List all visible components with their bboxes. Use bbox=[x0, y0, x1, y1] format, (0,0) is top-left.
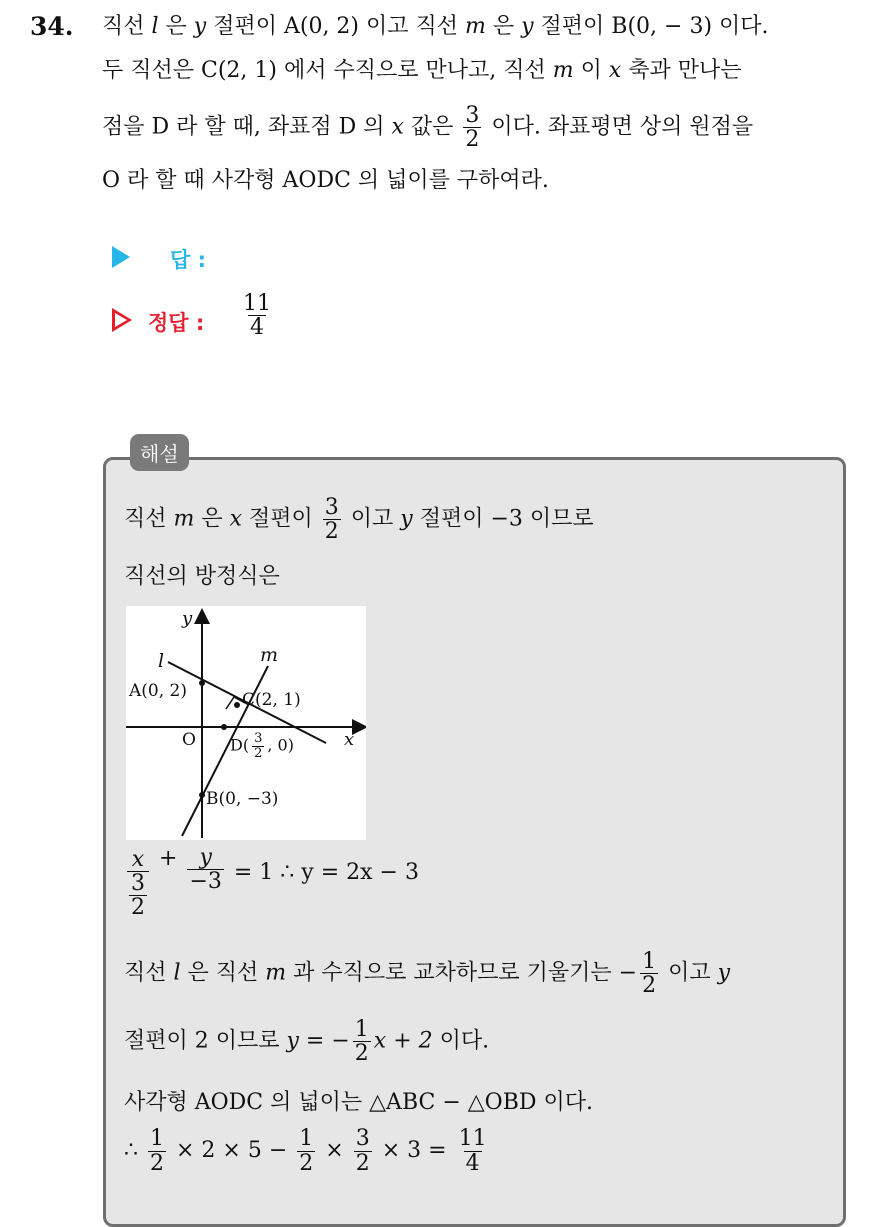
solution-line-4: 절편이 2 이므로 y = − $\frac{1}{2}$ x + 2 이다. bbox=[124, 1017, 490, 1067]
point-c bbox=[234, 702, 240, 708]
origin-label: O bbox=[182, 730, 196, 750]
x-axis-label: x bbox=[344, 729, 355, 750]
point-d bbox=[221, 724, 227, 730]
point-a bbox=[199, 680, 205, 686]
equation-intercept-form: x 3 2 + $\frac{y}{-3}$ = 1 ∴ y = 2x − 3 bbox=[124, 848, 419, 919]
solution-line-5: 사각형 AODC 의 넓이는 △ABC − △OBD 이다. bbox=[124, 1090, 594, 1115]
solution-line-3: 직선 l 은 직선 m 과 수직으로 교차하므로 기울기는 − $\frac{1}{2}$ 이고 y bbox=[124, 949, 731, 999]
point-b-label: B(0, −3) bbox=[206, 789, 279, 809]
line-m-label: m bbox=[260, 644, 279, 666]
solution-line-6: ∴ $\frac{1}{2}$ × 2 × 5 − $\frac{1}{2}$ × $\frac{3}{2}$ × 3 = $\frac{11}{4}$ bbox=[124, 1126, 487, 1176]
answer-marker-icon bbox=[112, 246, 130, 272]
line-l-label: l bbox=[158, 650, 165, 672]
correct-answer-value: $\frac{11}{4}$ bbox=[243, 291, 271, 341]
question-number: 34. bbox=[30, 12, 74, 41]
y-axis-label: y bbox=[182, 608, 193, 629]
question-line-3: 점을 D 라 할 때, 좌표점 D 의 x 값은 $\frac{3}{2}$ 이다. 좌표평면 상의 원점을 bbox=[102, 103, 754, 153]
question-line-2: 두 직선은 C(2, 1) 에서 수직으로 만나고, 직선 m 이 x 축과 만나는 bbox=[102, 58, 742, 83]
correct-marker-icon bbox=[112, 308, 132, 336]
fraction-3-2: $\frac{3}{2}$ bbox=[465, 103, 480, 153]
question-line-1: 직선 l 은 y 절편이 A(0, 2) 이고 직선 m 은 y 절편이 B(0, − 3) 이다. bbox=[102, 14, 769, 39]
point-c-label: C(2, 1) bbox=[242, 690, 301, 710]
point-b bbox=[199, 792, 205, 798]
answer-label: 답 : bbox=[170, 248, 206, 272]
question-line-4: O 라 할 때 사각형 AODC 의 넓이를 구하여라. bbox=[102, 168, 549, 193]
solution-line-2: 직선의 방정식은 bbox=[124, 564, 280, 589]
solution-tag: 해설 bbox=[130, 434, 189, 471]
point-d-label: D( $\frac{3}{2}$ , 0) bbox=[230, 731, 294, 761]
solution-line-1: 직선 m 은 x 절편이 $\frac{3}{2}$ 이고 y 절편이 −3 이므로 bbox=[124, 495, 594, 545]
point-a-label: A(0, 2) bbox=[129, 681, 187, 701]
correct-answer-label: 정답 : bbox=[148, 311, 205, 335]
coordinate-graph bbox=[126, 606, 366, 840]
